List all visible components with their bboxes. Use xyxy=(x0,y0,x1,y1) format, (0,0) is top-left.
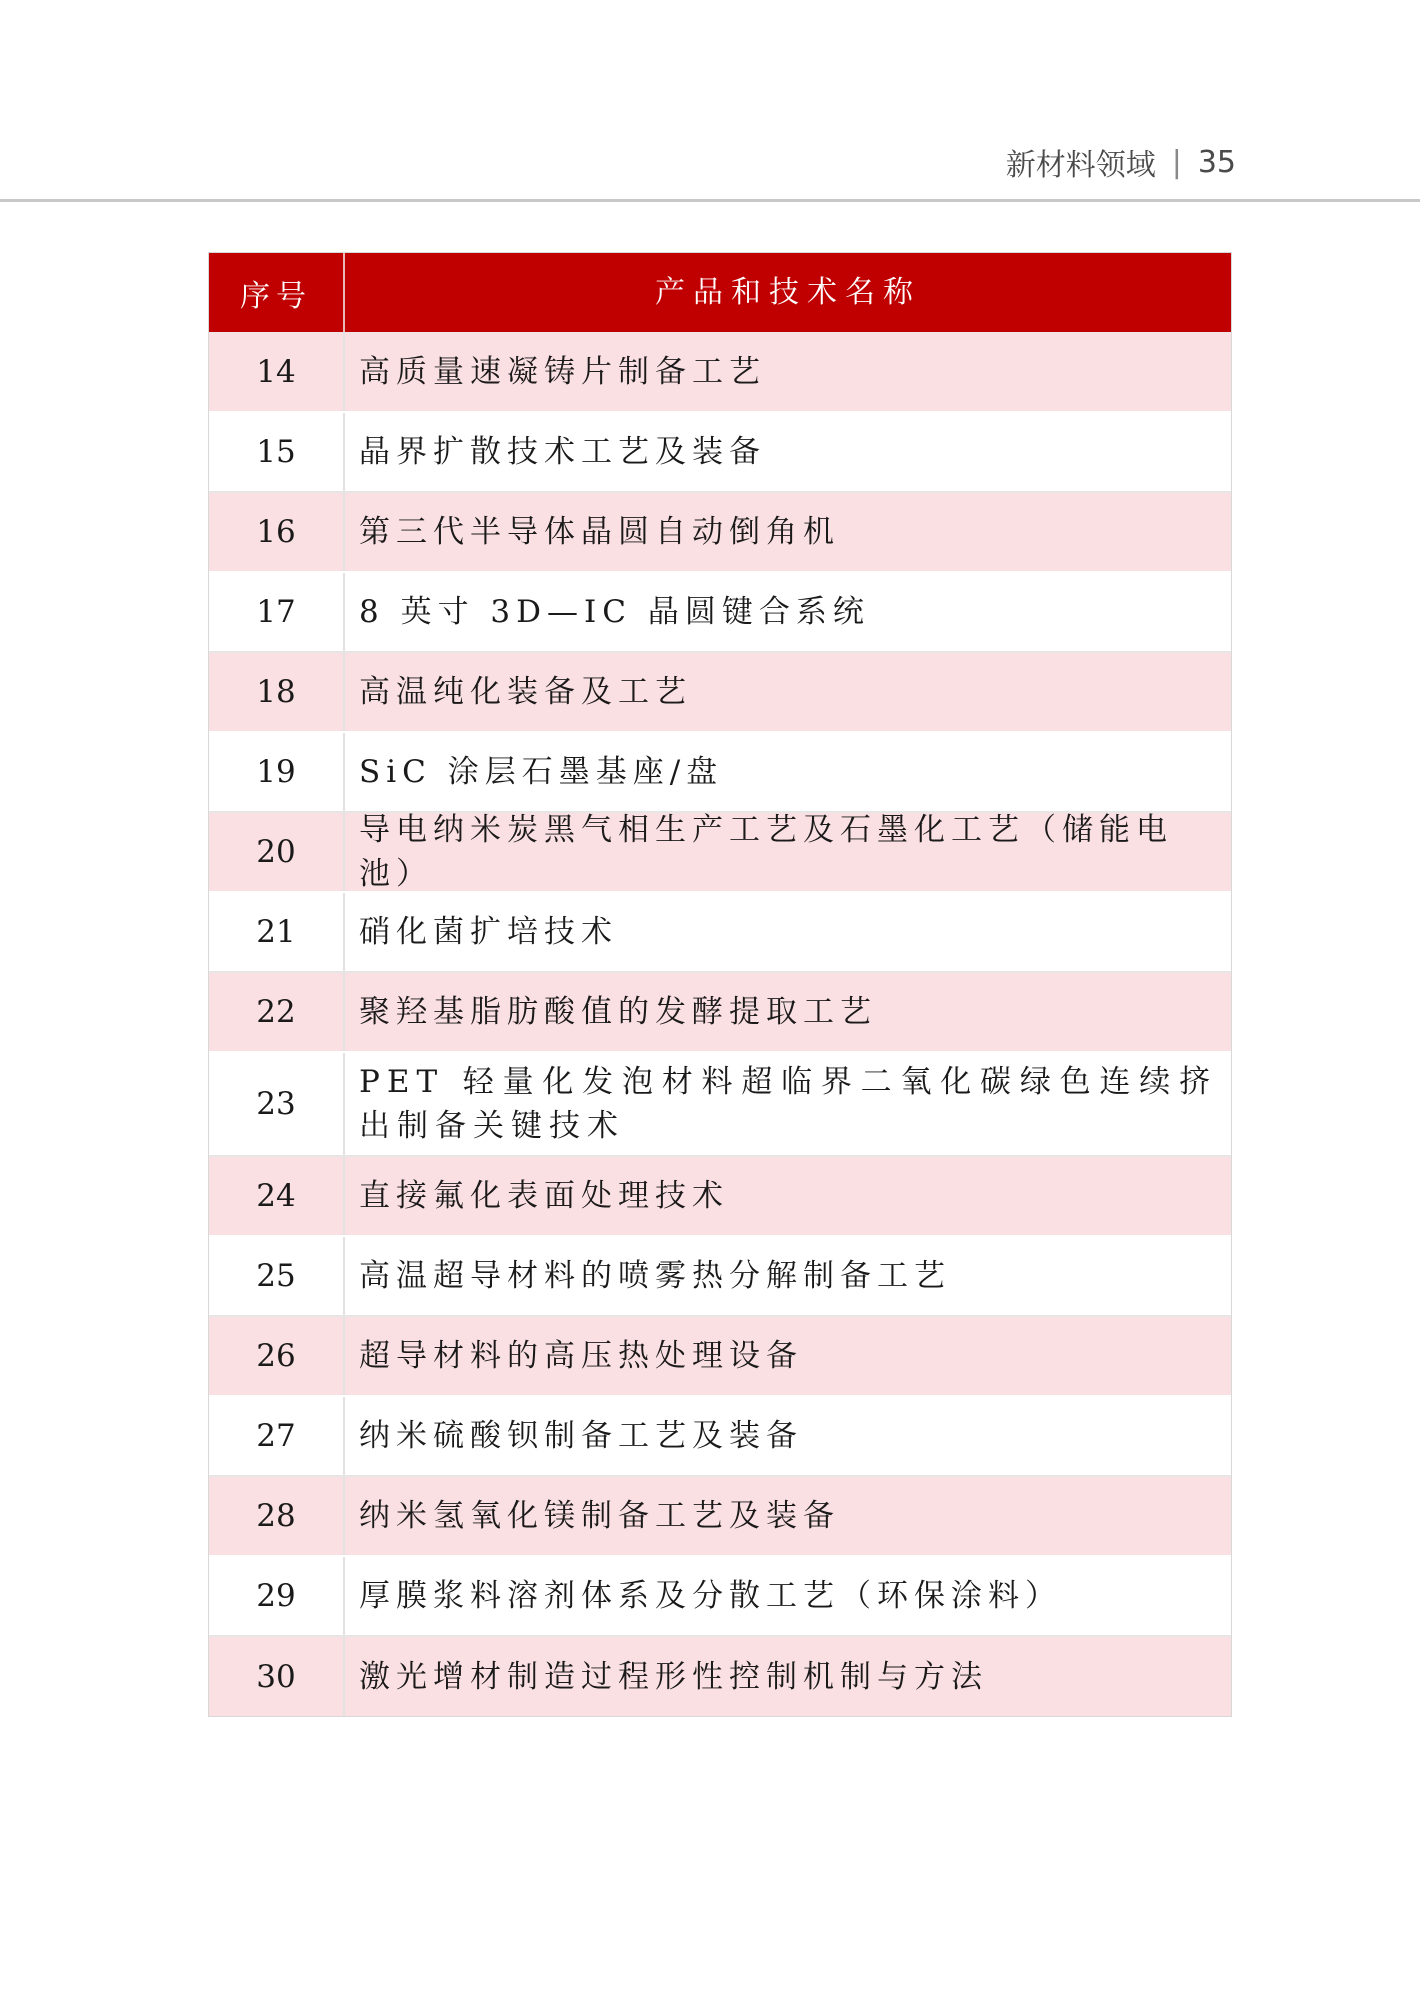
row-name: 厚膜浆料溶剂体系及分散工艺（环保涂料） xyxy=(359,1578,1062,1614)
row-number: 29 xyxy=(209,1557,345,1635)
product-technology-table xyxy=(208,252,1232,1717)
row-number: 17 xyxy=(209,573,345,651)
table-row xyxy=(209,1237,1231,1317)
table-row xyxy=(209,1053,1231,1157)
row-name: 导电纳米炭黑气相生产工艺及石墨化工艺（储能电池） xyxy=(359,812,1173,892)
row-number: 27 xyxy=(209,1397,345,1475)
row-name: 第三代半导体晶圆自动倒角机 xyxy=(359,514,840,550)
row-name: SiC 涂层石墨基座/盘 xyxy=(359,754,724,790)
row-number: 28 xyxy=(209,1477,345,1555)
table-row xyxy=(209,1157,1231,1237)
row-number: 30 xyxy=(209,1637,345,1716)
row-number: 25 xyxy=(209,1237,345,1315)
column-header-name: 产品和技术名称 xyxy=(655,274,921,310)
row-name: 纳米硫酸钡制备工艺及装备 xyxy=(359,1418,803,1454)
row-name: 超导材料的高压热处理设备 xyxy=(359,1338,803,1374)
table-row xyxy=(209,1557,1231,1637)
table-row xyxy=(209,813,1231,893)
table-row xyxy=(209,413,1231,493)
row-number: 20 xyxy=(209,813,345,891)
row-number: 21 xyxy=(209,893,345,971)
row-name: 高质量速凝铸片制备工艺 xyxy=(359,354,766,390)
row-name: 8 英寸 3D—IC 晶圆键合系统 xyxy=(359,594,870,630)
table-row xyxy=(209,1477,1231,1557)
row-name: 晶界扩散技术工艺及装备 xyxy=(359,434,766,470)
table-row xyxy=(209,1397,1231,1477)
table-row xyxy=(209,973,1231,1053)
row-name: 纳米氢氧化镁制备工艺及装备 xyxy=(359,1498,840,1534)
table-row xyxy=(209,653,1231,733)
row-number: 16 xyxy=(209,493,345,571)
row-name: 硝化菌扩培技术 xyxy=(359,914,618,950)
row-number: 14 xyxy=(209,333,345,411)
row-number: 15 xyxy=(209,413,345,491)
row-name: 高温纯化装备及工艺 xyxy=(359,674,692,710)
column-header-number: 序号 xyxy=(209,253,345,332)
row-number: 24 xyxy=(209,1157,345,1235)
row-name: 高温超导材料的喷雾热分解制备工艺 xyxy=(359,1258,951,1294)
table-row xyxy=(209,1317,1231,1397)
row-name: 聚羟基脂肪酸值的发酵提取工艺 xyxy=(359,994,877,1030)
table-row xyxy=(209,893,1231,973)
row-number: 18 xyxy=(209,653,345,731)
table-row xyxy=(209,1637,1231,1717)
table-row xyxy=(209,573,1231,653)
row-name: 直接氟化表面处理技术 xyxy=(359,1178,729,1214)
header-divider xyxy=(0,199,1420,202)
row-name: 激光增材制造过程形性控制机制与方法 xyxy=(359,1658,988,1695)
row-number: 26 xyxy=(209,1317,345,1395)
table-header-row xyxy=(209,253,1231,333)
page-header xyxy=(1006,140,1236,184)
page-number: 35 xyxy=(1197,144,1236,180)
row-number: 22 xyxy=(209,973,345,1051)
row-number: 19 xyxy=(209,733,345,811)
row-number: 23 xyxy=(209,1053,345,1155)
row-name: PET 轻量化发泡材料超临界二氧化碳绿色连续挤出制备关键技术 xyxy=(359,1064,1217,1144)
header-separator: | xyxy=(1171,144,1182,180)
section-title: 新材料领域 xyxy=(1005,148,1156,183)
table-row xyxy=(209,493,1231,573)
table-row xyxy=(209,333,1231,413)
table-row xyxy=(209,733,1231,813)
